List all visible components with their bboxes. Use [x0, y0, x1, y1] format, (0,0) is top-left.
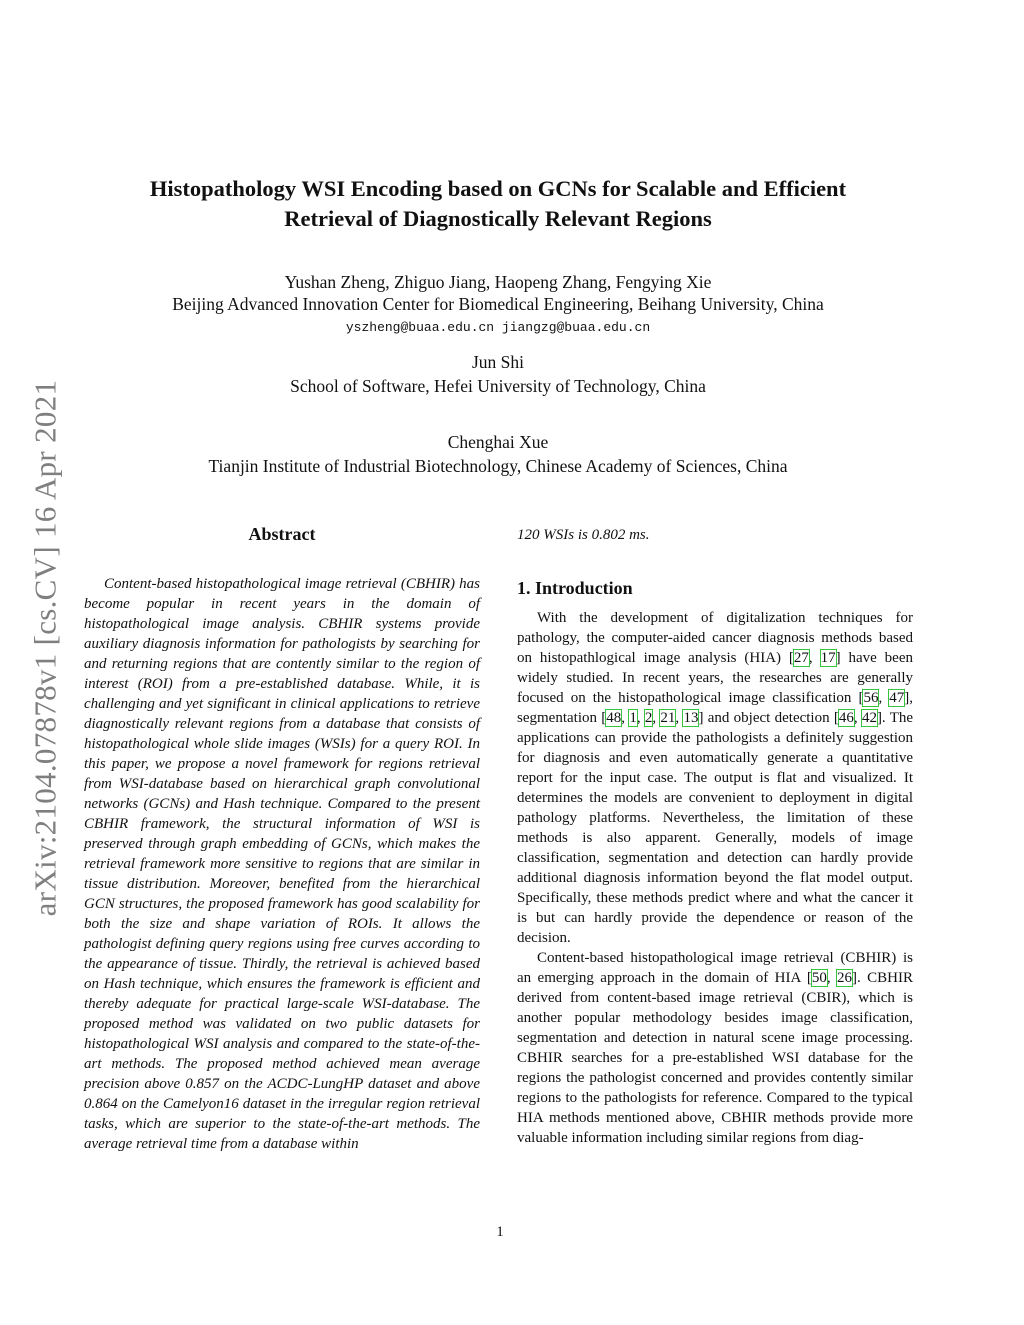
title-line-2: Retrieval of Diagnostically Relevant Regions: [284, 206, 712, 231]
citation-link[interactable]: 48: [606, 710, 622, 726]
abstract-continuation: 120 WSIs is 0.802 ms.: [517, 527, 650, 543]
abstract-heading: Abstract: [248, 524, 316, 544]
author-names-1: Yushan Zheng, Zhiguo Jiang, Haopeng Zhang, Fengying Xie: [284, 272, 712, 292]
citation-link[interactable]: 56: [863, 690, 879, 706]
author-group-2: [80, 351, 916, 397]
left-column: [84, 522, 480, 1154]
author-emails: yszheng@buaa.edu.cn jiangzg@buaa.edu.cn: [345, 320, 651, 335]
right-column: [517, 522, 913, 1148]
intro-paragraph-2: Content-based histopathological image retrieval (CBHIR) is an emerging approach in the domain of HIA [50, 26]. CBHIR derived from content-based image retrieval (CBIR), which is another popular methodology besides image classification, segmentation and detection in natural scene image processing. CBHIR searches for a pre-established WSI database for the regions the pathologist concerned and provides contently similar regions to the pathologists for reference. Compared to the typical HIA methods mentioned above, CBHIR methods provide more valuable information including similar regions from diag-: [517, 950, 914, 1146]
abstract-text: Content-based histopathological image retrieval (CBHIR) has become popular in recent years in the domain of histopathological image analysis. CBHIR systems provide auxiliary diagnosis information for pathologists by searching for and returning regions that are contently similar to the region of interest (ROI) from a pre-established database. While, it is challenging and yet significant in clinical applications to retrieve diagnostically relevant regions from a database that consists of histopathological whole slide images (WSIs) for a query ROI. In this paper, we propose a novel framework for regions retrieval from WSI-database based on hierarchical graph convolutional networks (GCNs) and Hash technique. Compared to the present CBHIR framework, the structural information of WSI is preserved through graph embedding of GCNs, which makes the retrieval framework more sensitive to regions that are similar in tissue distribution. Moreover, benefited from the hierarchical GCN structures, the proposed framework has good scalability for both the size and shape variation of ROIs. It allows the pathologist defining query regions using free curves according to the appearance of tissue. Thirdly, the retrieval is achieved based on Hash technique, which ensures the framework is efficient and thereby adequate for practical large-scale WSI-database. The proposed method was validated on two public datasets for histopathological WSI analysis and compared to the state-of-the-art methods. The proposed method achieved mean average precision above 0.857 on the ACDC-LungHP dataset and above 0.864 on the Camelyon16 dataset in the irregular region retrieval tasks, which are superior to the state-of-the-art methods. The average retrieval time from a database within: [84, 576, 480, 1152]
arxiv-stamp: [20, 348, 70, 948]
citation-link[interactable]: 26: [837, 970, 853, 986]
citation-link[interactable]: 1: [629, 710, 637, 726]
author-group-3: [80, 431, 916, 477]
affiliation-2: School of Software, Hefei University of Technology, China: [290, 376, 706, 396]
author-name-3: Chenghai Xue: [447, 432, 549, 452]
author-group-1: [80, 271, 916, 339]
citation-link[interactable]: 50: [811, 970, 827, 986]
page-number: 1: [496, 1224, 504, 1240]
introduction-heading: 1. Introduction: [517, 578, 633, 598]
citation-link[interactable]: 2: [644, 710, 653, 726]
author-name-2: Jun Shi: [471, 352, 525, 372]
paper-title: [90, 174, 906, 234]
citation-link[interactable]: 46: [838, 710, 854, 726]
citation-link[interactable]: 13: [683, 710, 699, 726]
citation-link[interactable]: 27: [793, 650, 809, 666]
affiliation-3: Tianjin Institute of Industrial Biotechnology, Chinese Academy of Sciences, China: [208, 456, 788, 476]
citation-link[interactable]: 17: [820, 650, 836, 666]
citation-link[interactable]: 21: [660, 710, 676, 726]
title-line-1: Histopathology WSI Encoding based on GCNs for Scalable and Efficient: [149, 176, 847, 201]
citation-link[interactable]: 42: [861, 710, 877, 726]
affiliation-1: Beijing Advanced Innovation Center for Biomedical Engineering, Beihang University, China: [172, 294, 824, 314]
citation-link[interactable]: 47: [889, 690, 905, 706]
arxiv-id-text: arXiv:2104.07878v1 [cs.CV] 16 Apr 2021: [27, 379, 63, 917]
intro-paragraph-1: With the development of digitalization techniques for pathology, the computer-aided cancer diagnosis methods based on histopathlogical image analysis (HIA) [27, 17] have been widely studied. In recent years, the researches are generally focused on the histopathological image classification [56, 47], segmentation [48, 1, 2, 21, 13] and object detection [46, 42]. The applications can provide the pathologists a definitely suggestion for diagnosis and even automatically generate a quantitative report for the input case. The output is flat and visualized. It determines the models are convenient to deployment in digital pathology platforms. Nevertheless, the limitation of these methods is also apparent. Generally, models of image classification, segmentation and detection can hardly provide additional diagnosis information beyond the flat model output. Specifically, these methods predict where and what the cancer it is but can hardly provide the dependence or reason of the decision.: [517, 610, 914, 946]
